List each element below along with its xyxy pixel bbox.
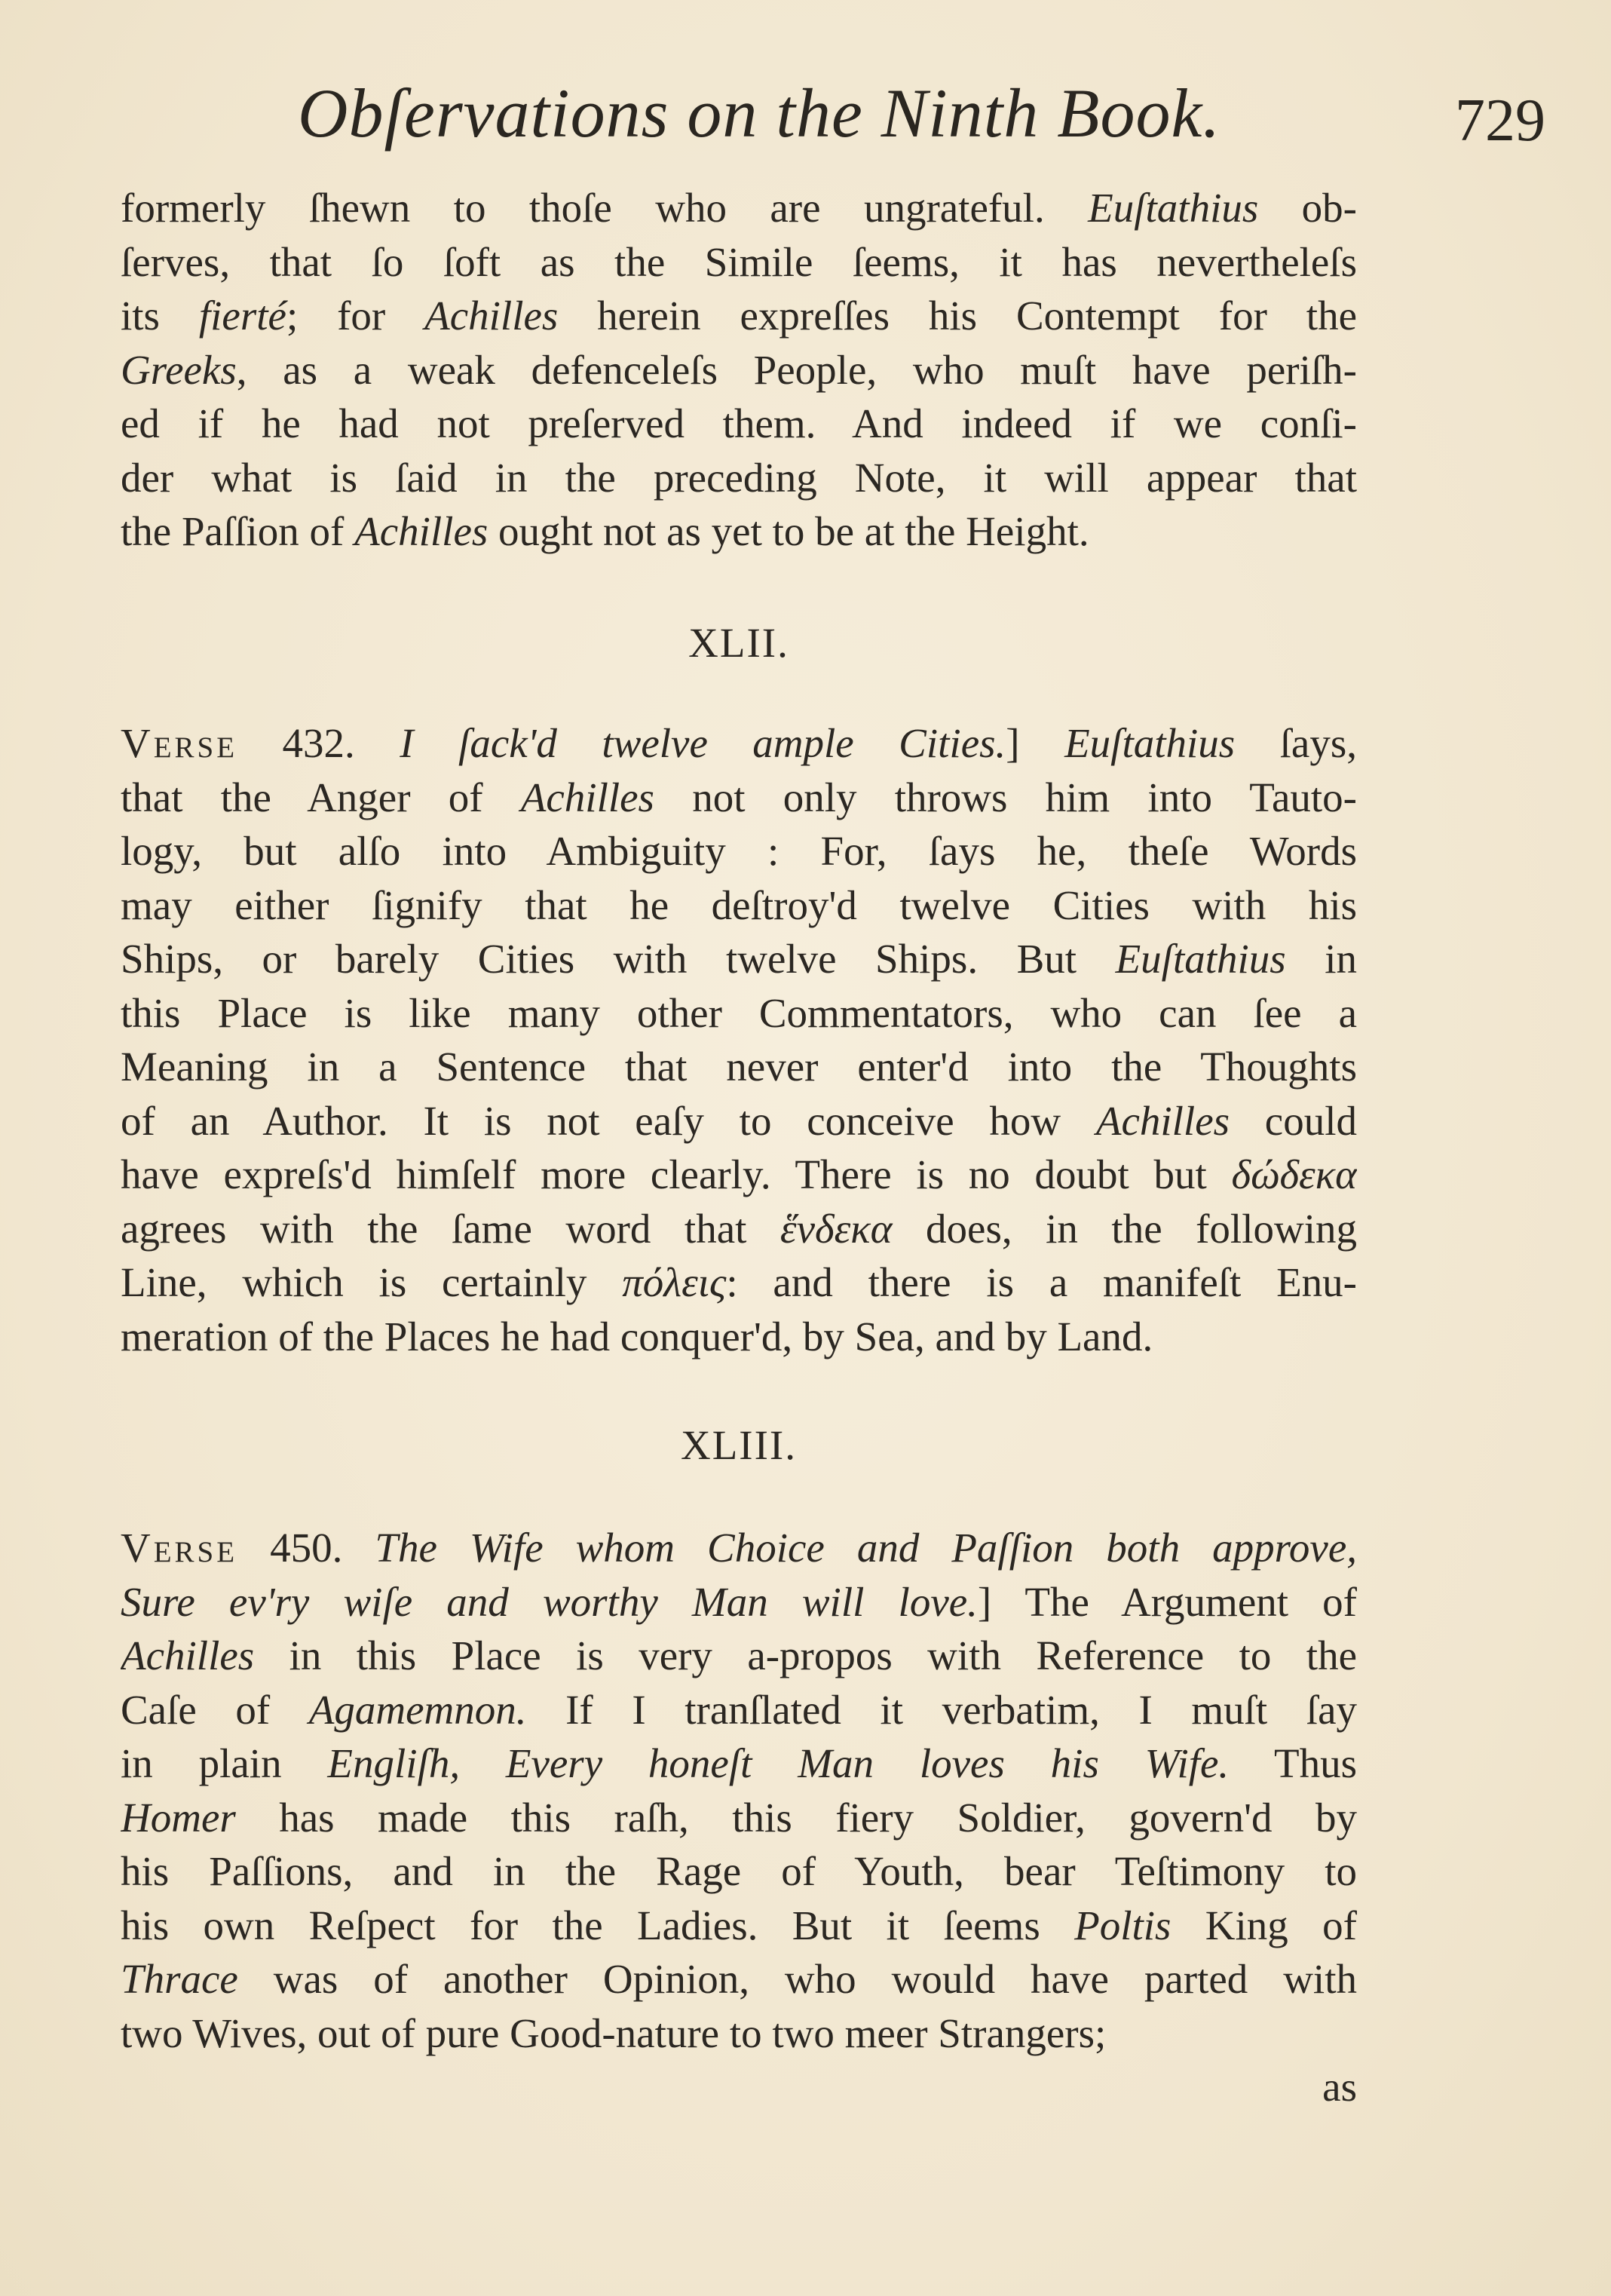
text-segment: : and there is a manifeſt Enu- (726, 1259, 1357, 1305)
italic-segment: Sure ev'ry wiſe and worthy Man will love. (121, 1578, 978, 1625)
italic-segment: Agamemnon. (308, 1686, 527, 1733)
text-segment: 450. (270, 1525, 375, 1571)
italic-segment: πόλεις (622, 1259, 727, 1305)
text-segment: could (1230, 1097, 1357, 1144)
text-line (121, 397, 1357, 451)
text-line (121, 289, 1357, 343)
text-line (121, 1629, 1357, 1683)
verse-label: Verse (121, 720, 238, 766)
text-line (121, 1575, 1357, 1629)
text-segment: King of (1171, 1902, 1357, 1948)
text-segment: that the Anger of (121, 774, 521, 820)
italic-segment: ἕνδεκα (779, 1205, 893, 1252)
text-line (121, 2006, 1357, 2061)
text-segment: Meaning in a Sentence that never enter'd into the Thoughts (121, 1044, 1357, 1090)
text-segment: does, in the following (892, 1205, 1357, 1252)
verse-label: Verse (121, 1525, 238, 1571)
text-segment: ſays, (1235, 720, 1357, 766)
italic-segment: fierté (198, 293, 286, 339)
text-line (121, 451, 1357, 505)
text-segment: agrees with the ſame word that (121, 1205, 780, 1252)
text-line (121, 1791, 1357, 1845)
italic-segment: Poltis (1074, 1902, 1171, 1948)
text-segment: Caſe of (121, 1686, 309, 1733)
text-line (121, 1202, 1357, 1256)
text-line (121, 1683, 1357, 1737)
italic-segment: Euſtathius (1115, 936, 1286, 982)
text-segment: has made this raſh, this fiery Soldier, govern'd by (235, 1794, 1357, 1841)
text-line (121, 1310, 1357, 1364)
text-line (121, 343, 1357, 397)
text-segment: ] The Argument of (977, 1578, 1357, 1625)
running-head: Obſervations on the Ninth Book. (298, 75, 1221, 152)
text-segment: Ships, or barely Cities with twelve Ships. But (121, 936, 1116, 982)
italic-segment: Achilles (354, 508, 489, 554)
text-segment: of an Author. It is not eaſy to conceive how (121, 1097, 1096, 1144)
text-segment: ob- (1258, 185, 1357, 231)
text-line (121, 932, 1357, 986)
text-line (121, 1521, 1357, 1575)
paragraph-continued (121, 181, 1357, 559)
text-segment: ; for (286, 293, 425, 339)
text-segment: two Wives, out of pure Good-nature to two meer Strangers; (121, 2009, 1107, 2056)
italic-segment: Engliſh, Every honeſt Man loves his Wife. (327, 1740, 1230, 1786)
text-segment: der what is ſaid in the preceding Note, it will appear that (121, 454, 1357, 501)
text-line (121, 504, 1357, 559)
section-heading-xlii: XLII. (688, 620, 789, 666)
italic-segment: Euſtathius (1064, 720, 1236, 766)
text-segment: his own Reſpect for the Ladies. But it ſeems (121, 1902, 1075, 1948)
text-line (121, 1737, 1357, 1791)
text-segment: If I tranſlated it verbatim, I muſt ſay (526, 1686, 1357, 1733)
text-segment: in this Place is very a-propos with Reference to the (254, 1632, 1357, 1678)
paragraph-verse-432 (121, 716, 1357, 1363)
text-line (121, 181, 1357, 235)
text-line (121, 1040, 1357, 1094)
text-line (121, 878, 1357, 933)
paragraph-verse-450 (121, 1521, 1357, 2114)
text-segment: Thus (1229, 1740, 1357, 1786)
text-segment: may either ſignify that he deſtroy'd twelve Cities with his (121, 881, 1357, 928)
italic-segment: Thrace (121, 1956, 238, 2002)
text-segment: the Paſſion of (121, 508, 355, 554)
text-segment: 432. (282, 720, 400, 766)
text-segment: its (121, 293, 199, 339)
text-segment: this Place is like many other Commentators, who can ſee a (121, 989, 1357, 1036)
text-segment: have expreſs'd himſelf more clearly. There is no doubt but (121, 1151, 1232, 1197)
italic-segment: The Wife whom Choice and Paſſion both approve, (375, 1525, 1357, 1571)
text-segment: in (1285, 936, 1357, 982)
italic-segment: I ſack'd twelve ample Cities. (400, 720, 1006, 766)
italic-segment: δώδεκα (1231, 1151, 1357, 1197)
text-segment: Line, which is certainly (121, 1259, 623, 1305)
text-segment: ] (1006, 720, 1065, 766)
catchword: as (1322, 2064, 1357, 2110)
text-segment: herein expreſſes his Contempt for the (558, 293, 1357, 339)
text-line (121, 1148, 1357, 1202)
text-line (121, 716, 1357, 771)
italic-segment: Homer (121, 1794, 236, 1841)
italic-segment: Achilles (121, 1632, 255, 1678)
text-segment: meration of the Places he had conquer'd, by Sea, and by Land. (121, 1313, 1153, 1360)
text-line (121, 986, 1357, 1041)
text-segment: , as a weak defenceleſs People, who muſt have periſh- (236, 346, 1357, 393)
text-segment: in plain (121, 1740, 328, 1786)
italic-segment: Greeks (121, 346, 237, 393)
text-segment: was of another Opinion, who would have parted with (237, 1956, 1357, 2002)
text-line (121, 235, 1357, 290)
text-line (121, 1094, 1357, 1148)
section-heading-xliii: XLIII. (680, 1422, 797, 1468)
text-segment: formerly ſhewn to thoſe who are ungrateful. (121, 185, 1089, 231)
italic-segment: Euſtathius (1088, 185, 1259, 231)
text-line (121, 1844, 1357, 1899)
italic-segment: Achilles (520, 774, 654, 820)
text-line (121, 1255, 1357, 1310)
text-segment: ought not as yet to be at the Height. (488, 508, 1089, 554)
text-line (121, 1899, 1357, 1953)
text-segment: ed if he had not preſerved them. And indeed if we conſi- (121, 400, 1357, 446)
text-segment: not only throws him into Tauto- (654, 774, 1357, 820)
text-line (121, 1952, 1357, 2006)
text-line (121, 771, 1357, 825)
text-segment: his Paſſions, and in the Rage of Youth, bear Teſtimony to (121, 1848, 1357, 1894)
italic-segment: Achilles (1095, 1097, 1230, 1144)
italic-segment: Achilles (424, 293, 559, 339)
text-segment: ſerves, that ſo ſoft as the Simile ſeems, it has nevertheleſs (121, 238, 1357, 285)
page-number: 729 (1455, 87, 1545, 154)
text-line (121, 824, 1357, 878)
text-segment: logy, but alſo into Ambiguity : For, ſays he, theſe Words (121, 828, 1357, 874)
